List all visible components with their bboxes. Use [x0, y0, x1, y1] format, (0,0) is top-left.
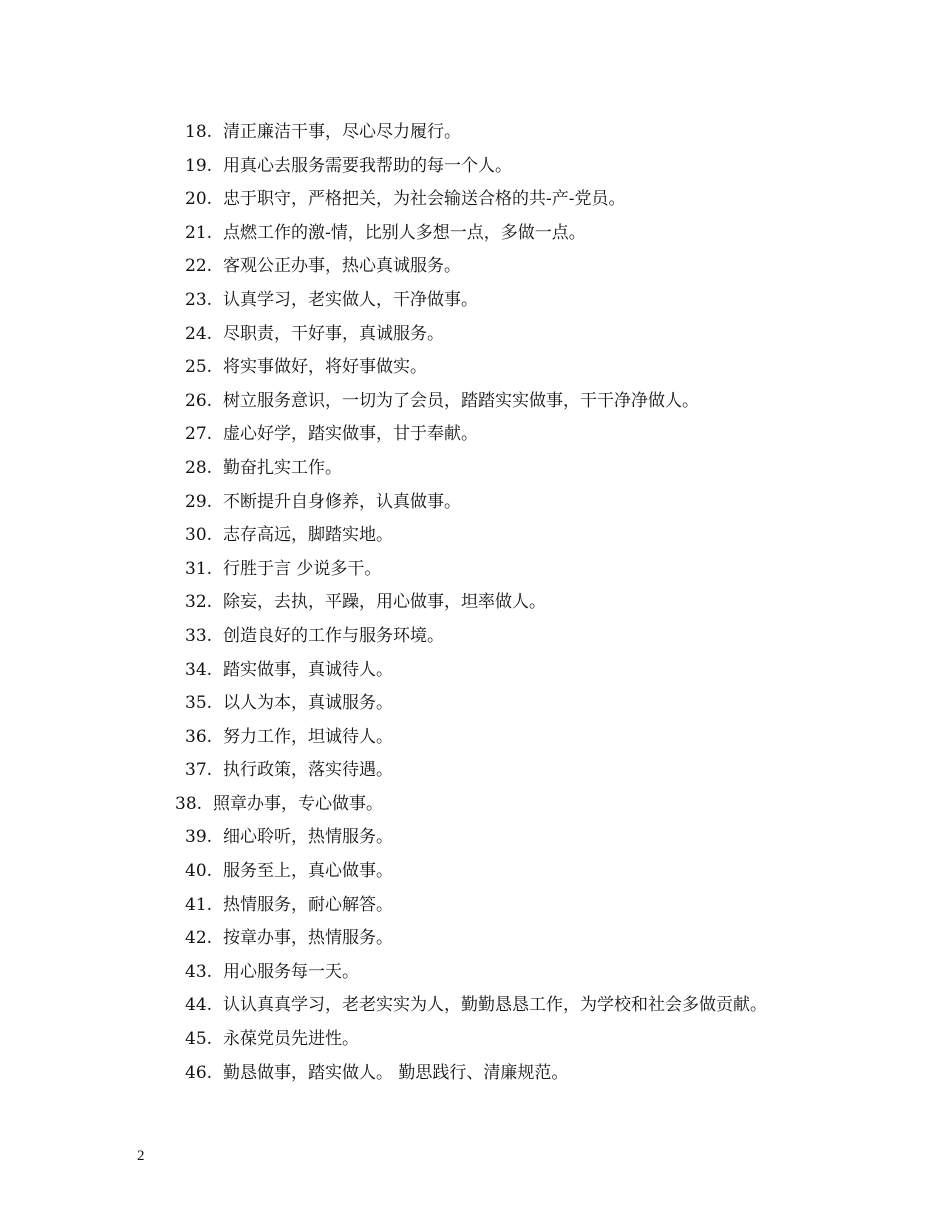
- list-item: [0, 217, 950, 251]
- item-number: 27.: [185, 424, 213, 445]
- item-number: 29.: [185, 491, 213, 512]
- item-text: 清正廉洁干事，尽心尽力履行。: [223, 122, 461, 142]
- item-number: 40.: [185, 861, 213, 882]
- item-number: 30.: [185, 525, 213, 546]
- item-text: 创造良好的工作与服务环境。: [223, 625, 444, 646]
- item-text: 勤恳做事，踏实做人。 勤思践行、清廉规范。: [223, 1062, 569, 1083]
- list-item: [0, 821, 950, 855]
- item-number: 32.: [185, 592, 213, 613]
- item-number: 25.: [185, 357, 213, 378]
- list-item: [0, 754, 950, 788]
- list-item: [0, 183, 950, 217]
- list-item: [0, 855, 950, 889]
- list-item: [0, 418, 950, 452]
- list-item: [0, 620, 950, 654]
- list-item: [0, 654, 950, 688]
- list-item: [0, 250, 950, 284]
- list-item: [0, 486, 950, 520]
- item-number: 35.: [185, 693, 213, 714]
- list-item: [0, 788, 950, 822]
- item-number: 26.: [185, 390, 213, 411]
- item-text: 按章办事，热情服务。: [223, 928, 393, 949]
- item-text: 勤奋扎实工作。: [223, 457, 342, 478]
- item-text: 照章办事，专心做事。: [213, 793, 383, 814]
- list-item: [0, 519, 950, 553]
- item-text: 执行政策，落实待遇。: [223, 760, 393, 781]
- item-number: 43.: [185, 961, 213, 982]
- item-text: 将实事做好，将好事做实。: [223, 357, 427, 378]
- item-number: 46.: [185, 1062, 213, 1083]
- item-text: 除妄，去执，平躁，用心做事，坦率做人。: [223, 592, 546, 613]
- item-text: 努力工作，坦诚待人。: [223, 726, 393, 747]
- item-number: 33.: [185, 625, 213, 646]
- list-item: [0, 116, 950, 150]
- list-item: [0, 989, 950, 1023]
- list-item: [0, 150, 950, 184]
- item-text: 用心服务每一天。: [223, 961, 359, 982]
- item-text: 服务至上，真心做事。: [223, 861, 393, 882]
- list-item: [0, 1057, 950, 1091]
- item-number: 41.: [185, 894, 213, 915]
- item-number: 18.: [185, 122, 213, 142]
- item-text: 志存高远，脚踏实地。: [223, 525, 393, 546]
- list-item: [0, 586, 950, 620]
- list-item: [0, 452, 950, 486]
- item-number: 19.: [185, 155, 213, 176]
- item-text: 树立服务意识，一切为了会员，踏踏实实做事，干干净净做人。: [223, 390, 699, 411]
- item-number: 37.: [185, 760, 213, 781]
- item-text: 认真学习，老实做人，干净做事。: [223, 289, 478, 310]
- page-number: 2: [137, 1148, 145, 1164]
- item-number: 31.: [185, 558, 213, 579]
- list-item: [0, 922, 950, 956]
- item-text: 虚心好学，踏实做事，甘于奉献。: [223, 424, 478, 445]
- item-number: 22.: [185, 256, 213, 277]
- item-number: 45.: [185, 1029, 213, 1050]
- item-text: 细心聆听，热情服务。: [223, 827, 393, 848]
- item-text: 行胜于言 少说多干。: [223, 558, 382, 579]
- list-item: [0, 385, 950, 419]
- list-item: [0, 351, 950, 385]
- item-number: 24.: [185, 323, 213, 344]
- list-item: [0, 956, 950, 990]
- item-text: 忠于职守，严格把关，为社会输送合格的共-产-党员。: [223, 189, 626, 210]
- item-number: 20.: [185, 189, 213, 210]
- item-number: 38.: [175, 793, 203, 814]
- numbered-list: [0, 116, 950, 1090]
- list-item: [0, 889, 950, 923]
- list-item: [0, 1023, 950, 1057]
- item-number: 42.: [185, 928, 213, 949]
- item-number: 34.: [185, 659, 213, 680]
- item-text: 客观公正办事，热心真诚服务。: [223, 256, 461, 277]
- list-item: [0, 721, 950, 755]
- item-text: 认认真真学习，老老实实为人，勤勤恳恳工作，为学校和社会多做贡献。: [223, 995, 767, 1016]
- list-item: [0, 687, 950, 721]
- list-item: [0, 318, 950, 352]
- item-number: 23.: [185, 289, 213, 310]
- item-text: 点燃工作的激-情，比别人多想一点，多做一点。: [223, 222, 586, 243]
- item-number: 21.: [185, 222, 213, 243]
- item-number: 39.: [185, 827, 213, 848]
- item-number: 44.: [185, 995, 213, 1016]
- item-number: 36.: [185, 726, 213, 747]
- list-item: [0, 284, 950, 318]
- item-text: 热情服务，耐心解答。: [223, 894, 393, 915]
- item-text: 尽职责，干好事，真诚服务。: [223, 323, 444, 344]
- item-text: 永葆党员先进性。: [223, 1029, 359, 1050]
- item-text: 踏实做事，真诚待人。: [223, 659, 393, 680]
- item-text: 不断提升自身修养，认真做事。: [223, 491, 461, 512]
- item-number: 28.: [185, 457, 213, 478]
- item-text: 以人为本，真诚服务。: [223, 693, 393, 714]
- list-item: [0, 553, 950, 587]
- item-text: 用真心去服务需要我帮助的每一个人。: [223, 155, 512, 176]
